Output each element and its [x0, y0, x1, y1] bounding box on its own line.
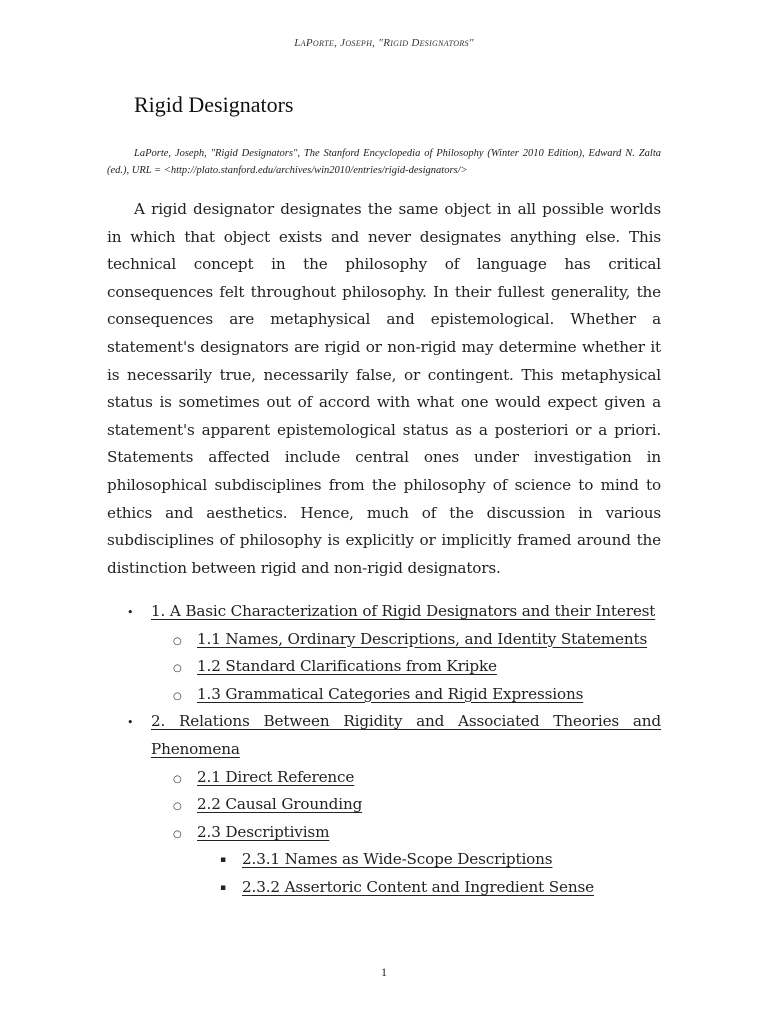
toc-link-2-3-2[interactable]: 2.3.2 Assertoric Content and Ingredient Sense — [242, 877, 594, 896]
page-title: Rigid Designators — [134, 92, 294, 117]
toc-link-2-2[interactable]: 2.2 Causal Grounding — [197, 795, 363, 814]
running-header: LaPorte, Joseph, "Rigid Designators" — [294, 37, 474, 49]
intro-paragraph: A rigid designator designates the same object in all possible worlds in which that object exists and never designates anything else. This technical concept in the philosophy of language has critical consequences felt throughout philosophy. In their fullest generality, the consequences are metaphysical and epistemological. Whether a statement's designators are rigid or non-rigid may determine whether it is necessarily true, necessarily false, or contingent. This metaphysical status is sometimes out of accord with what one would expect given a statement's apparent epistemological status as a posteriori or a priori. Statements affected include central ones under investigation in philosophical subdisciplines from the philosophy of science to mind to ethics and aesthetics. Hence, much of the discussion in various subdisciplines of philosophy is explicitly or implicitly framed around the distinction between rigid and non-rigid designators. — [107, 200, 661, 577]
page-number: 1 — [381, 965, 387, 979]
bullet-icon: • — [127, 606, 134, 619]
toc-item — [107, 791, 661, 819]
toc-item — [107, 708, 661, 763]
toc-link-1-2[interactable]: 1.2 Standard Clarifications from Kripke — [197, 657, 497, 676]
table-of-contents — [107, 598, 661, 902]
toc-link-2[interactable]: 2. Relations Between Rigidity and Associated Theories and Phenomena — [151, 712, 661, 758]
toc-item — [107, 681, 661, 709]
toc-link-1-1[interactable]: 1.1 Names, Ordinary Descriptions, and Identity Statements — [197, 629, 648, 648]
toc-item — [107, 598, 661, 626]
toc-link-1[interactable]: 1. A Basic Characterization of Rigid Designators and their Interest — [151, 602, 656, 620]
square-bullet-icon: ▪ — [220, 855, 226, 866]
toc-link-2-1[interactable]: 2.1 Direct Reference — [197, 767, 355, 786]
circle-bullet-icon: ○ — [173, 635, 182, 647]
toc-item — [107, 846, 661, 874]
circle-bullet-icon: ○ — [173, 773, 182, 785]
toc-item — [107, 653, 661, 681]
circle-bullet-icon: ○ — [173, 801, 182, 813]
toc-item — [107, 764, 661, 792]
bullet-icon: • — [127, 716, 134, 730]
toc-link-2-3[interactable]: 2.3 Descriptivism — [197, 822, 330, 841]
circle-bullet-icon: ○ — [173, 828, 182, 840]
toc-item — [107, 874, 661, 902]
square-bullet-icon: ▪ — [220, 882, 226, 893]
circle-bullet-icon: ○ — [173, 690, 182, 702]
toc-link-2-3-1[interactable]: 2.3.1 Names as Wide-Scope Descriptions — [242, 850, 553, 869]
toc-item — [107, 626, 661, 654]
citation: LaPorte, Joseph, "Rigid Designators", The Stanford Encyclopedia of Philosophy (Winter 2010 Edition), Edward N. Zalta (ed.), URL = <http://plato.stanford.edu/archives/win2010/entries/rigid-designators/> — [107, 148, 661, 176]
toc-item — [107, 819, 661, 847]
circle-bullet-icon: ○ — [173, 663, 182, 675]
toc-link-1-3[interactable]: 1.3 Grammatical Categories and Rigid Expressions — [197, 684, 584, 703]
